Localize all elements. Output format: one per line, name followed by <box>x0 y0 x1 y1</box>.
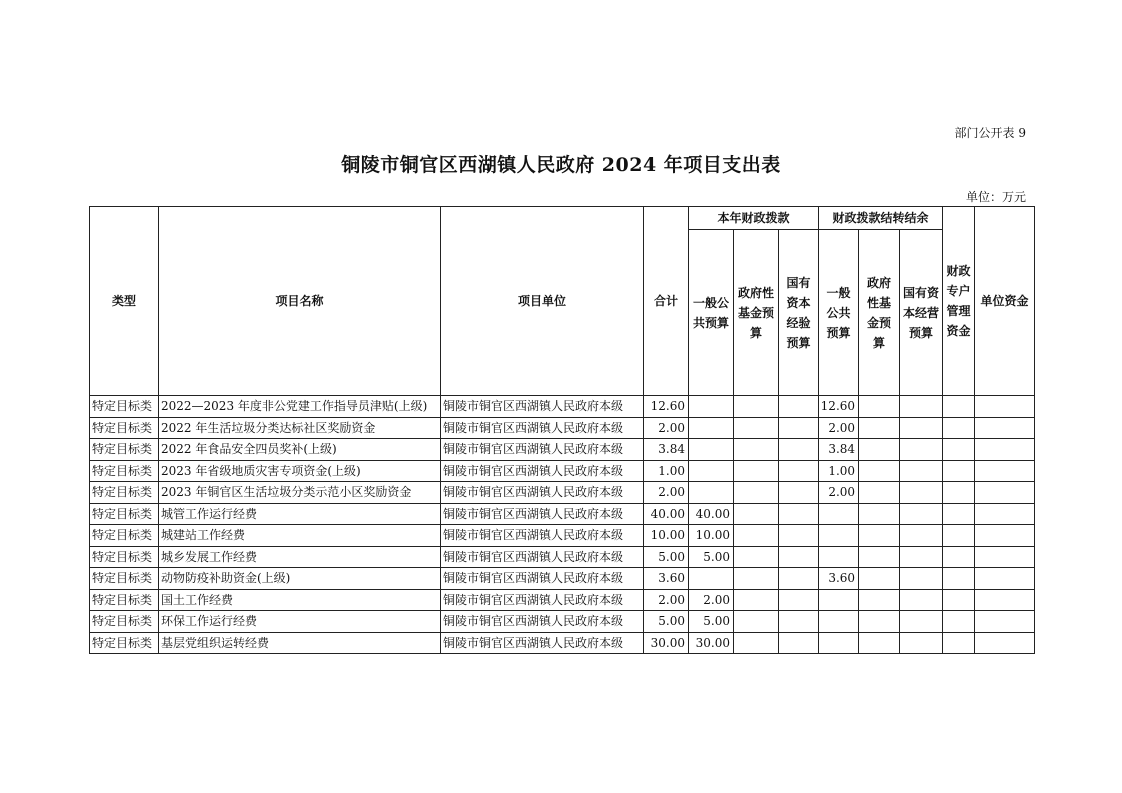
row-unit-funds-cell <box>975 546 1035 568</box>
row-unit-funds-cell <box>975 417 1035 439</box>
row-current-general-cell: 5.00 <box>689 611 734 633</box>
header-project-unit: 项目单位 <box>441 207 644 396</box>
row-current-fund-cell <box>734 568 779 590</box>
row-current-general-cell <box>689 396 734 418</box>
row-carryover-fund-cell <box>859 503 900 525</box>
header-type: 类型 <box>90 207 159 396</box>
row-project-unit-cell: 铜陵市铜官区西湖镇人民政府本级 <box>441 460 644 482</box>
row-carryover-state-cell <box>900 439 943 461</box>
table-row <box>90 460 1035 482</box>
row-special-account-cell <box>943 482 975 504</box>
row-carryover-general-cell: 3.60 <box>819 568 859 590</box>
row-carryover-fund-cell <box>859 439 900 461</box>
row-total-cell: 30.00 <box>644 632 689 654</box>
row-carryover-fund-cell <box>859 396 900 418</box>
row-carryover-general-cell: 2.00 <box>819 417 859 439</box>
header-current-fund-budget: 政府性基金预算 <box>734 230 779 396</box>
row-carryover-fund-cell <box>859 546 900 568</box>
row-project-unit-cell: 铜陵市铜官区西湖镇人民政府本级 <box>441 589 644 611</box>
row-total-cell: 40.00 <box>644 503 689 525</box>
row-project-unit-cell: 铜陵市铜官区西湖镇人民政府本级 <box>441 546 644 568</box>
table-row <box>90 417 1035 439</box>
row-current-fund-cell <box>734 503 779 525</box>
row-project-name-cell: 基层党组织运转经费 <box>159 632 441 654</box>
row-current-fund-cell <box>734 439 779 461</box>
row-current-state-cell <box>779 396 819 418</box>
row-carryover-fund-cell <box>859 460 900 482</box>
row-current-general-cell <box>689 460 734 482</box>
row-current-state-cell <box>779 460 819 482</box>
header-carryover-balance: 财政拨款结转结余 <box>819 207 943 230</box>
header-current-year-allocation: 本年财政拨款 <box>689 207 819 230</box>
row-carryover-general-cell <box>819 589 859 611</box>
row-special-account-cell <box>943 417 975 439</box>
row-total-cell: 5.00 <box>644 546 689 568</box>
row-project-name-cell: 国土工作经费 <box>159 589 441 611</box>
row-unit-funds-cell <box>975 396 1035 418</box>
row-type-cell: 特定目标类 <box>90 482 159 504</box>
row-unit-funds-cell <box>975 503 1035 525</box>
row-carryover-state-cell <box>900 460 943 482</box>
row-current-fund-cell <box>734 589 779 611</box>
row-current-state-cell <box>779 503 819 525</box>
row-type-cell: 特定目标类 <box>90 417 159 439</box>
header-unit-funds: 单位资金 <box>975 207 1035 396</box>
row-project-name-cell: 城管工作运行经费 <box>159 503 441 525</box>
row-project-name-cell: 城乡发展工作经费 <box>159 546 441 568</box>
row-total-cell: 2.00 <box>644 482 689 504</box>
row-unit-funds-cell <box>975 439 1035 461</box>
row-current-general-cell: 5.00 <box>689 546 734 568</box>
row-current-general-cell: 10.00 <box>689 525 734 547</box>
row-special-account-cell <box>943 589 975 611</box>
row-unit-funds-cell <box>975 525 1035 547</box>
row-special-account-cell <box>943 396 975 418</box>
row-current-fund-cell <box>734 460 779 482</box>
row-current-fund-cell <box>734 482 779 504</box>
row-carryover-state-cell <box>900 525 943 547</box>
row-current-state-cell <box>779 589 819 611</box>
row-project-unit-cell: 铜陵市铜官区西湖镇人民政府本级 <box>441 525 644 547</box>
table-row <box>90 503 1035 525</box>
row-special-account-cell <box>943 525 975 547</box>
row-current-general-cell: 40.00 <box>689 503 734 525</box>
row-carryover-state-cell <box>900 568 943 590</box>
row-carryover-general-cell <box>819 503 859 525</box>
header-current-state-capital-budget: 国有资本经验预算 <box>779 230 819 396</box>
row-type-cell: 特定目标类 <box>90 632 159 654</box>
row-type-cell: 特定目标类 <box>90 439 159 461</box>
header-project-name: 项目名称 <box>159 207 441 396</box>
row-current-general-cell <box>689 568 734 590</box>
table-row <box>90 568 1035 590</box>
row-carryover-state-cell <box>900 546 943 568</box>
row-project-name-cell: 动物防疫补助资金(上级) <box>159 568 441 590</box>
row-project-unit-cell: 铜陵市铜官区西湖镇人民政府本级 <box>441 417 644 439</box>
row-carryover-general-cell: 2.00 <box>819 482 859 504</box>
row-carryover-fund-cell <box>859 611 900 633</box>
row-carryover-state-cell <box>900 589 943 611</box>
row-project-unit-cell: 铜陵市铜官区西湖镇人民政府本级 <box>441 396 644 418</box>
row-total-cell: 3.60 <box>644 568 689 590</box>
row-type-cell: 特定目标类 <box>90 589 159 611</box>
row-unit-funds-cell <box>975 589 1035 611</box>
row-type-cell: 特定目标类 <box>90 503 159 525</box>
row-type-cell: 特定目标类 <box>90 568 159 590</box>
row-carryover-general-cell <box>819 525 859 547</box>
header-carryover-state-capital-budget: 国有资本经营预算 <box>900 230 943 396</box>
row-project-name-cell: 城建站工作经费 <box>159 525 441 547</box>
row-project-unit-cell: 铜陵市铜官区西湖镇人民政府本级 <box>441 503 644 525</box>
table-row <box>90 525 1035 547</box>
header-current-general-budget: 一般公共预算 <box>689 230 734 396</box>
row-total-cell: 2.00 <box>644 417 689 439</box>
row-carryover-fund-cell <box>859 589 900 611</box>
row-carryover-general-cell: 12.60 <box>819 396 859 418</box>
row-current-general-cell <box>689 439 734 461</box>
row-unit-funds-cell <box>975 611 1035 633</box>
row-carryover-state-cell <box>900 503 943 525</box>
row-special-account-cell <box>943 546 975 568</box>
row-carryover-fund-cell <box>859 525 900 547</box>
row-total-cell: 3.84 <box>644 439 689 461</box>
row-type-cell: 特定目标类 <box>90 460 159 482</box>
row-carryover-state-cell <box>900 611 943 633</box>
table-row <box>90 632 1035 654</box>
row-carryover-state-cell <box>900 632 943 654</box>
row-project-name-cell: 2022 年生活垃圾分类达标社区奖励资金 <box>159 417 441 439</box>
row-project-name-cell: 2022 年食品安全四员奖补(上级) <box>159 439 441 461</box>
row-current-state-cell <box>779 546 819 568</box>
row-current-fund-cell <box>734 525 779 547</box>
row-unit-funds-cell <box>975 460 1035 482</box>
row-unit-funds-cell <box>975 568 1035 590</box>
row-total-cell: 5.00 <box>644 611 689 633</box>
row-current-general-cell <box>689 482 734 504</box>
row-type-cell: 特定目标类 <box>90 611 159 633</box>
row-project-name-cell: 2023 年省级地质灾害专项资金(上级) <box>159 460 441 482</box>
table-row <box>90 439 1035 461</box>
row-project-name-cell: 2022—2023 年度非公党建工作指导员津贴(上级) <box>159 396 441 418</box>
row-type-cell: 特定目标类 <box>90 546 159 568</box>
row-project-unit-cell: 铜陵市铜官区西湖镇人民政府本级 <box>441 611 644 633</box>
header-carryover-general-budget: 一般公共预算 <box>819 230 859 396</box>
header-special-account-funds: 财政专户管理资金 <box>943 207 975 396</box>
row-carryover-fund-cell <box>859 482 900 504</box>
row-carryover-state-cell <box>900 482 943 504</box>
row-current-state-cell <box>779 417 819 439</box>
row-special-account-cell <box>943 439 975 461</box>
row-carryover-fund-cell <box>859 417 900 439</box>
row-current-fund-cell <box>734 546 779 568</box>
page-tag: 部门公开表 9 <box>954 126 1026 140</box>
row-current-fund-cell <box>734 417 779 439</box>
row-project-unit-cell: 铜陵市铜官区西湖镇人民政府本级 <box>441 568 644 590</box>
row-current-fund-cell <box>734 632 779 654</box>
row-project-unit-cell: 铜陵市铜官区西湖镇人民政府本级 <box>441 482 644 504</box>
row-current-state-cell <box>779 439 819 461</box>
row-carryover-state-cell <box>900 396 943 418</box>
row-special-account-cell <box>943 611 975 633</box>
row-current-state-cell <box>779 525 819 547</box>
row-special-account-cell <box>943 503 975 525</box>
header-carryover-fund-budget: 政府性基金预算 <box>859 230 900 396</box>
row-project-name-cell: 2023 年铜官区生活垃圾分类示范小区奖励资金 <box>159 482 441 504</box>
row-total-cell: 2.00 <box>644 589 689 611</box>
row-current-general-cell: 30.00 <box>689 632 734 654</box>
row-project-unit-cell: 铜陵市铜官区西湖镇人民政府本级 <box>441 439 644 461</box>
row-total-cell: 12.60 <box>644 396 689 418</box>
row-total-cell: 1.00 <box>644 460 689 482</box>
row-carryover-general-cell <box>819 546 859 568</box>
table-row <box>90 482 1035 504</box>
project-expenditure-table <box>89 206 1035 654</box>
row-total-cell: 10.00 <box>644 525 689 547</box>
row-type-cell: 特定目标类 <box>90 525 159 547</box>
row-carryover-general-cell <box>819 611 859 633</box>
row-type-cell: 特定目标类 <box>90 396 159 418</box>
table-row <box>90 611 1035 633</box>
row-current-state-cell <box>779 482 819 504</box>
row-current-state-cell <box>779 568 819 590</box>
row-special-account-cell <box>943 568 975 590</box>
row-current-general-cell <box>689 417 734 439</box>
row-current-fund-cell <box>734 611 779 633</box>
row-carryover-general-cell: 3.84 <box>819 439 859 461</box>
table-row <box>90 396 1035 418</box>
row-current-state-cell <box>779 632 819 654</box>
row-special-account-cell <box>943 460 975 482</box>
table-row <box>90 546 1035 568</box>
row-unit-funds-cell <box>975 632 1035 654</box>
row-special-account-cell <box>943 632 975 654</box>
row-project-name-cell: 环保工作运行经费 <box>159 611 441 633</box>
row-project-unit-cell: 铜陵市铜官区西湖镇人民政府本级 <box>441 632 644 654</box>
row-carryover-fund-cell <box>859 632 900 654</box>
table-row <box>90 589 1035 611</box>
row-current-fund-cell <box>734 396 779 418</box>
row-unit-funds-cell <box>975 482 1035 504</box>
header-total: 合计 <box>644 207 689 396</box>
row-carryover-general-cell: 1.00 <box>819 460 859 482</box>
row-carryover-state-cell <box>900 417 943 439</box>
row-current-general-cell: 2.00 <box>689 589 734 611</box>
row-current-state-cell <box>779 611 819 633</box>
unit-label: 单位：万元 <box>965 190 1026 204</box>
row-carryover-fund-cell <box>859 568 900 590</box>
row-carryover-general-cell <box>819 632 859 654</box>
page-title: 铜陵市铜官区西湖镇人民政府 2024 年项目支出表 <box>341 154 781 176</box>
